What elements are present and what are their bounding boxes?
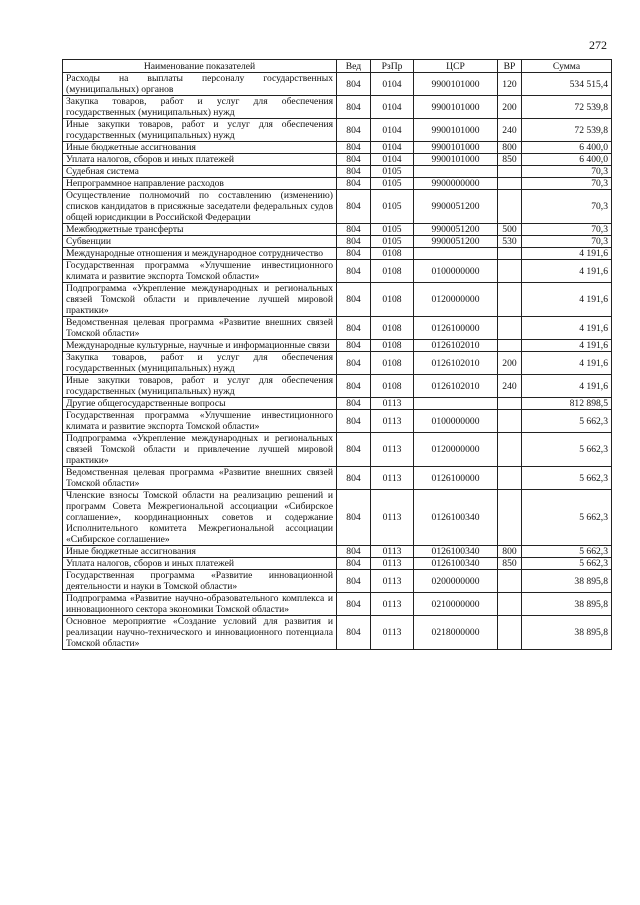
cell-sum: 38 895,8 [522,570,612,593]
table-row [63,154,612,166]
table-row [63,317,612,340]
cell-ved: 804 [337,190,371,224]
cell-name: Непрограммное направление расходов [63,178,337,190]
cell-rzpr: 0108 [371,352,414,375]
cell-vr [498,248,522,260]
cell-ved: 804 [337,119,371,142]
cell-ved: 804 [337,570,371,593]
table-row [63,570,612,593]
cell-vr [498,178,522,190]
cell-vr: 240 [498,375,522,398]
cell-vr [498,340,522,352]
table-row [63,593,612,616]
table-row [63,352,612,375]
cell-name: Расходы на выплаты персоналу государственных (муниципальных) органов [63,73,337,96]
cell-name: Иные закупки товаров, работ и услуг для обеспечения государственных (муниципальных) нужд [63,375,337,398]
cell-sum: 4 191,6 [522,352,612,375]
cell-ved: 804 [337,166,371,178]
cell-ved: 804 [337,260,371,283]
cell-name: Членские взносы Томской области на реализацию решений и программ Совета Межрегиональной ассоциации «Сибирское соглашение», координационных советов и содержание Исполнительного комитета Межрегиональной ассоциации «Сибирское соглашение» [63,490,337,546]
table-row [63,283,612,317]
cell-rzpr: 0113 [371,490,414,546]
cell-sum: 534 515,4 [522,73,612,96]
cell-csr: 0126100340 [414,490,498,546]
cell-rzpr: 0113 [371,467,414,490]
cell-name: Осуществление полномочий по составлению (изменению) списков кандидатов в присяжные заседатели федеральных судов общей юрисдикции в Российской Федерации [63,190,337,224]
cell-name: Подпрограмма «Развитие научно-образовательного комплекса и инновационного сектора экономики Томской области» [63,593,337,616]
cell-csr: 0126102010 [414,340,498,352]
table-row [63,224,612,236]
table-row [63,546,612,558]
cell-rzpr: 0105 [371,236,414,248]
cell-rzpr: 0113 [371,410,414,433]
cell-vr: 530 [498,236,522,248]
cell-csr: 9900101000 [414,73,498,96]
table-row [63,248,612,260]
cell-vr: 120 [498,73,522,96]
cell-vr: 800 [498,142,522,154]
cell-vr [498,166,522,178]
cell-sum: 70,3 [522,190,612,224]
cell-name: Государственная программа «Улучшение инвестиционного климата и развитие экспорта Томской области» [63,260,337,283]
cell-csr: 0126100340 [414,546,498,558]
cell-rzpr: 0108 [371,283,414,317]
cell-name: Иные закупки товаров, работ и услуг для обеспечения государственных (муниципальных) нужд [63,119,337,142]
cell-rzpr: 0108 [371,260,414,283]
cell-rzpr: 0113 [371,546,414,558]
cell-ved: 804 [337,178,371,190]
cell-vr [498,317,522,340]
table-row [63,236,612,248]
header-vr: ВР [498,60,522,73]
cell-rzpr: 0108 [371,248,414,260]
table-header-row [63,60,612,73]
cell-rzpr: 0105 [371,178,414,190]
cell-rzpr: 0105 [371,190,414,224]
cell-name: Иные бюджетные ассигнования [63,546,337,558]
header-name: Наименование показателей [63,60,337,73]
cell-rzpr: 0113 [371,398,414,410]
table-row [63,260,612,283]
page-number: 272 [589,38,607,52]
cell-sum: 70,3 [522,236,612,248]
cell-sum: 4 191,6 [522,283,612,317]
cell-sum: 70,3 [522,224,612,236]
cell-csr: 9900000000 [414,178,498,190]
cell-vr [498,260,522,283]
cell-sum: 70,3 [522,166,612,178]
cell-ved: 804 [337,433,371,467]
cell-csr: 0200000000 [414,570,498,593]
table-row [63,490,612,546]
cell-csr: 0126100000 [414,317,498,340]
cell-sum: 4 191,6 [522,260,612,283]
table-row [63,178,612,190]
table-row [63,119,612,142]
cell-sum: 72 539,8 [522,96,612,119]
cell-ved: 804 [337,73,371,96]
cell-sum: 4 191,6 [522,317,612,340]
table-body [63,73,612,650]
cell-rzpr: 0113 [371,433,414,467]
cell-csr: 9900051200 [414,236,498,248]
cell-ved: 804 [337,340,371,352]
cell-vr: 800 [498,546,522,558]
table-row [63,142,612,154]
table-row [63,375,612,398]
table-row [63,340,612,352]
cell-name: Межбюджетные трансферты [63,224,337,236]
cell-vr: 200 [498,352,522,375]
cell-name: Международные отношения и международное сотрудничество [63,248,337,260]
cell-csr: 0126100000 [414,467,498,490]
cell-vr [498,433,522,467]
cell-rzpr: 0113 [371,593,414,616]
cell-name: Закупка товаров, работ и услуг для обеспечения государственных (муниципальных) нужд [63,352,337,375]
header-ved: Вед [337,60,371,73]
cell-ved: 804 [337,248,371,260]
cell-sum: 38 895,8 [522,593,612,616]
cell-csr: 9900101000 [414,142,498,154]
cell-name: Подпрограмма «Укрепление международных и региональных связей Томской области и привлечение лучшей мировой практики» [63,433,337,467]
header-sum: Сумма [522,60,612,73]
cell-vr [498,616,522,650]
cell-rzpr: 0104 [371,154,414,166]
table-row [63,190,612,224]
cell-vr [498,570,522,593]
cell-ved: 804 [337,154,371,166]
cell-rzpr: 0113 [371,558,414,570]
cell-vr [498,398,522,410]
cell-csr: 9900101000 [414,119,498,142]
cell-name: Ведомственная целевая программа «Развитие внешних связей Томской области» [63,467,337,490]
cell-rzpr: 0104 [371,142,414,154]
cell-ved: 804 [337,546,371,558]
table-row [63,398,612,410]
cell-rzpr: 0105 [371,224,414,236]
cell-rzpr: 0105 [371,166,414,178]
cell-ved: 804 [337,398,371,410]
cell-rzpr: 0108 [371,340,414,352]
table-row [63,467,612,490]
cell-vr [498,490,522,546]
cell-sum: 4 191,6 [522,248,612,260]
cell-vr [498,467,522,490]
cell-ved: 804 [337,224,371,236]
cell-sum: 5 662,3 [522,490,612,546]
table-row [63,166,612,178]
cell-vr [498,190,522,224]
cell-vr [498,283,522,317]
cell-csr: 9900101000 [414,154,498,166]
cell-csr [414,248,498,260]
cell-vr: 850 [498,558,522,570]
cell-csr: 0210000000 [414,593,498,616]
cell-ved: 804 [337,236,371,248]
cell-csr: 9900101000 [414,96,498,119]
cell-sum: 5 662,3 [522,546,612,558]
cell-name: Ведомственная целевая программа «Развитие внешних связей Томской области» [63,317,337,340]
cell-name: Судебная система [63,166,337,178]
cell-ved: 804 [337,616,371,650]
cell-ved: 804 [337,317,371,340]
table-row [63,558,612,570]
cell-name: Иные бюджетные ассигнования [63,142,337,154]
cell-name: Международные культурные, научные и информационные связи [63,340,337,352]
cell-sum: 38 895,8 [522,616,612,650]
cell-ved: 804 [337,490,371,546]
cell-sum: 5 662,3 [522,467,612,490]
cell-rzpr: 0113 [371,616,414,650]
cell-csr: 0100000000 [414,410,498,433]
table-row [63,96,612,119]
cell-vr [498,593,522,616]
cell-ved: 804 [337,142,371,154]
cell-vr [498,410,522,433]
cell-csr: 0120000000 [414,283,498,317]
cell-sum: 5 662,3 [522,433,612,467]
cell-vr: 240 [498,119,522,142]
cell-csr: 0126102010 [414,352,498,375]
cell-ved: 804 [337,558,371,570]
cell-sum: 812 898,5 [522,398,612,410]
header-rzpr: РзПр [371,60,414,73]
cell-csr: 9900051200 [414,190,498,224]
cell-ved: 804 [337,283,371,317]
cell-sum: 4 191,6 [522,340,612,352]
cell-ved: 804 [337,410,371,433]
cell-name: Уплата налогов, сборов и иных платежей [63,154,337,166]
table-row [63,73,612,96]
cell-name: Государственная программа «Развитие инновационной деятельности и науки в Томской области» [63,570,337,593]
cell-ved: 804 [337,467,371,490]
cell-csr: 9900051200 [414,224,498,236]
cell-name: Другие общегосударственные вопросы [63,398,337,410]
cell-name: Закупка товаров, работ и услуг для обеспечения государственных (муниципальных) нужд [63,96,337,119]
budget-table [62,59,612,650]
cell-name: Уплата налогов, сборов и иных платежей [63,558,337,570]
cell-name: Подпрограмма «Укрепление международных и региональных связей Томской области и привлечение лучшей мировой практики» [63,283,337,317]
cell-ved: 804 [337,375,371,398]
cell-rzpr: 0104 [371,96,414,119]
cell-rzpr: 0113 [371,570,414,593]
cell-ved: 804 [337,593,371,616]
cell-rzpr: 0104 [371,119,414,142]
cell-rzpr: 0108 [371,375,414,398]
cell-rzpr: 0108 [371,317,414,340]
cell-ved: 804 [337,96,371,119]
header-csr: ЦСР [414,60,498,73]
table-row [63,616,612,650]
cell-vr: 500 [498,224,522,236]
cell-sum: 72 539,8 [522,119,612,142]
table-row [63,433,612,467]
cell-csr [414,398,498,410]
cell-vr: 200 [498,96,522,119]
cell-sum: 4 191,6 [522,375,612,398]
cell-sum: 6 400,0 [522,154,612,166]
cell-name: Основное мероприятие «Создание условий для развития и реализации научно-технического и инновационного потенциала Томской области» [63,616,337,650]
cell-csr: 0218000000 [414,616,498,650]
cell-rzpr: 0104 [371,73,414,96]
cell-name: Государственная программа «Улучшение инвестиционного климата и развитие экспорта Томской области» [63,410,337,433]
cell-name: Субвенции [63,236,337,248]
cell-sum: 5 662,3 [522,410,612,433]
cell-sum: 70,3 [522,178,612,190]
cell-csr: 0126102010 [414,375,498,398]
cell-csr [414,166,498,178]
cell-sum: 5 662,3 [522,558,612,570]
cell-csr: 0126100340 [414,558,498,570]
cell-vr: 850 [498,154,522,166]
cell-ved: 804 [337,352,371,375]
cell-sum: 6 400,0 [522,142,612,154]
cell-csr: 0120000000 [414,433,498,467]
cell-csr: 0100000000 [414,260,498,283]
table-row [63,410,612,433]
